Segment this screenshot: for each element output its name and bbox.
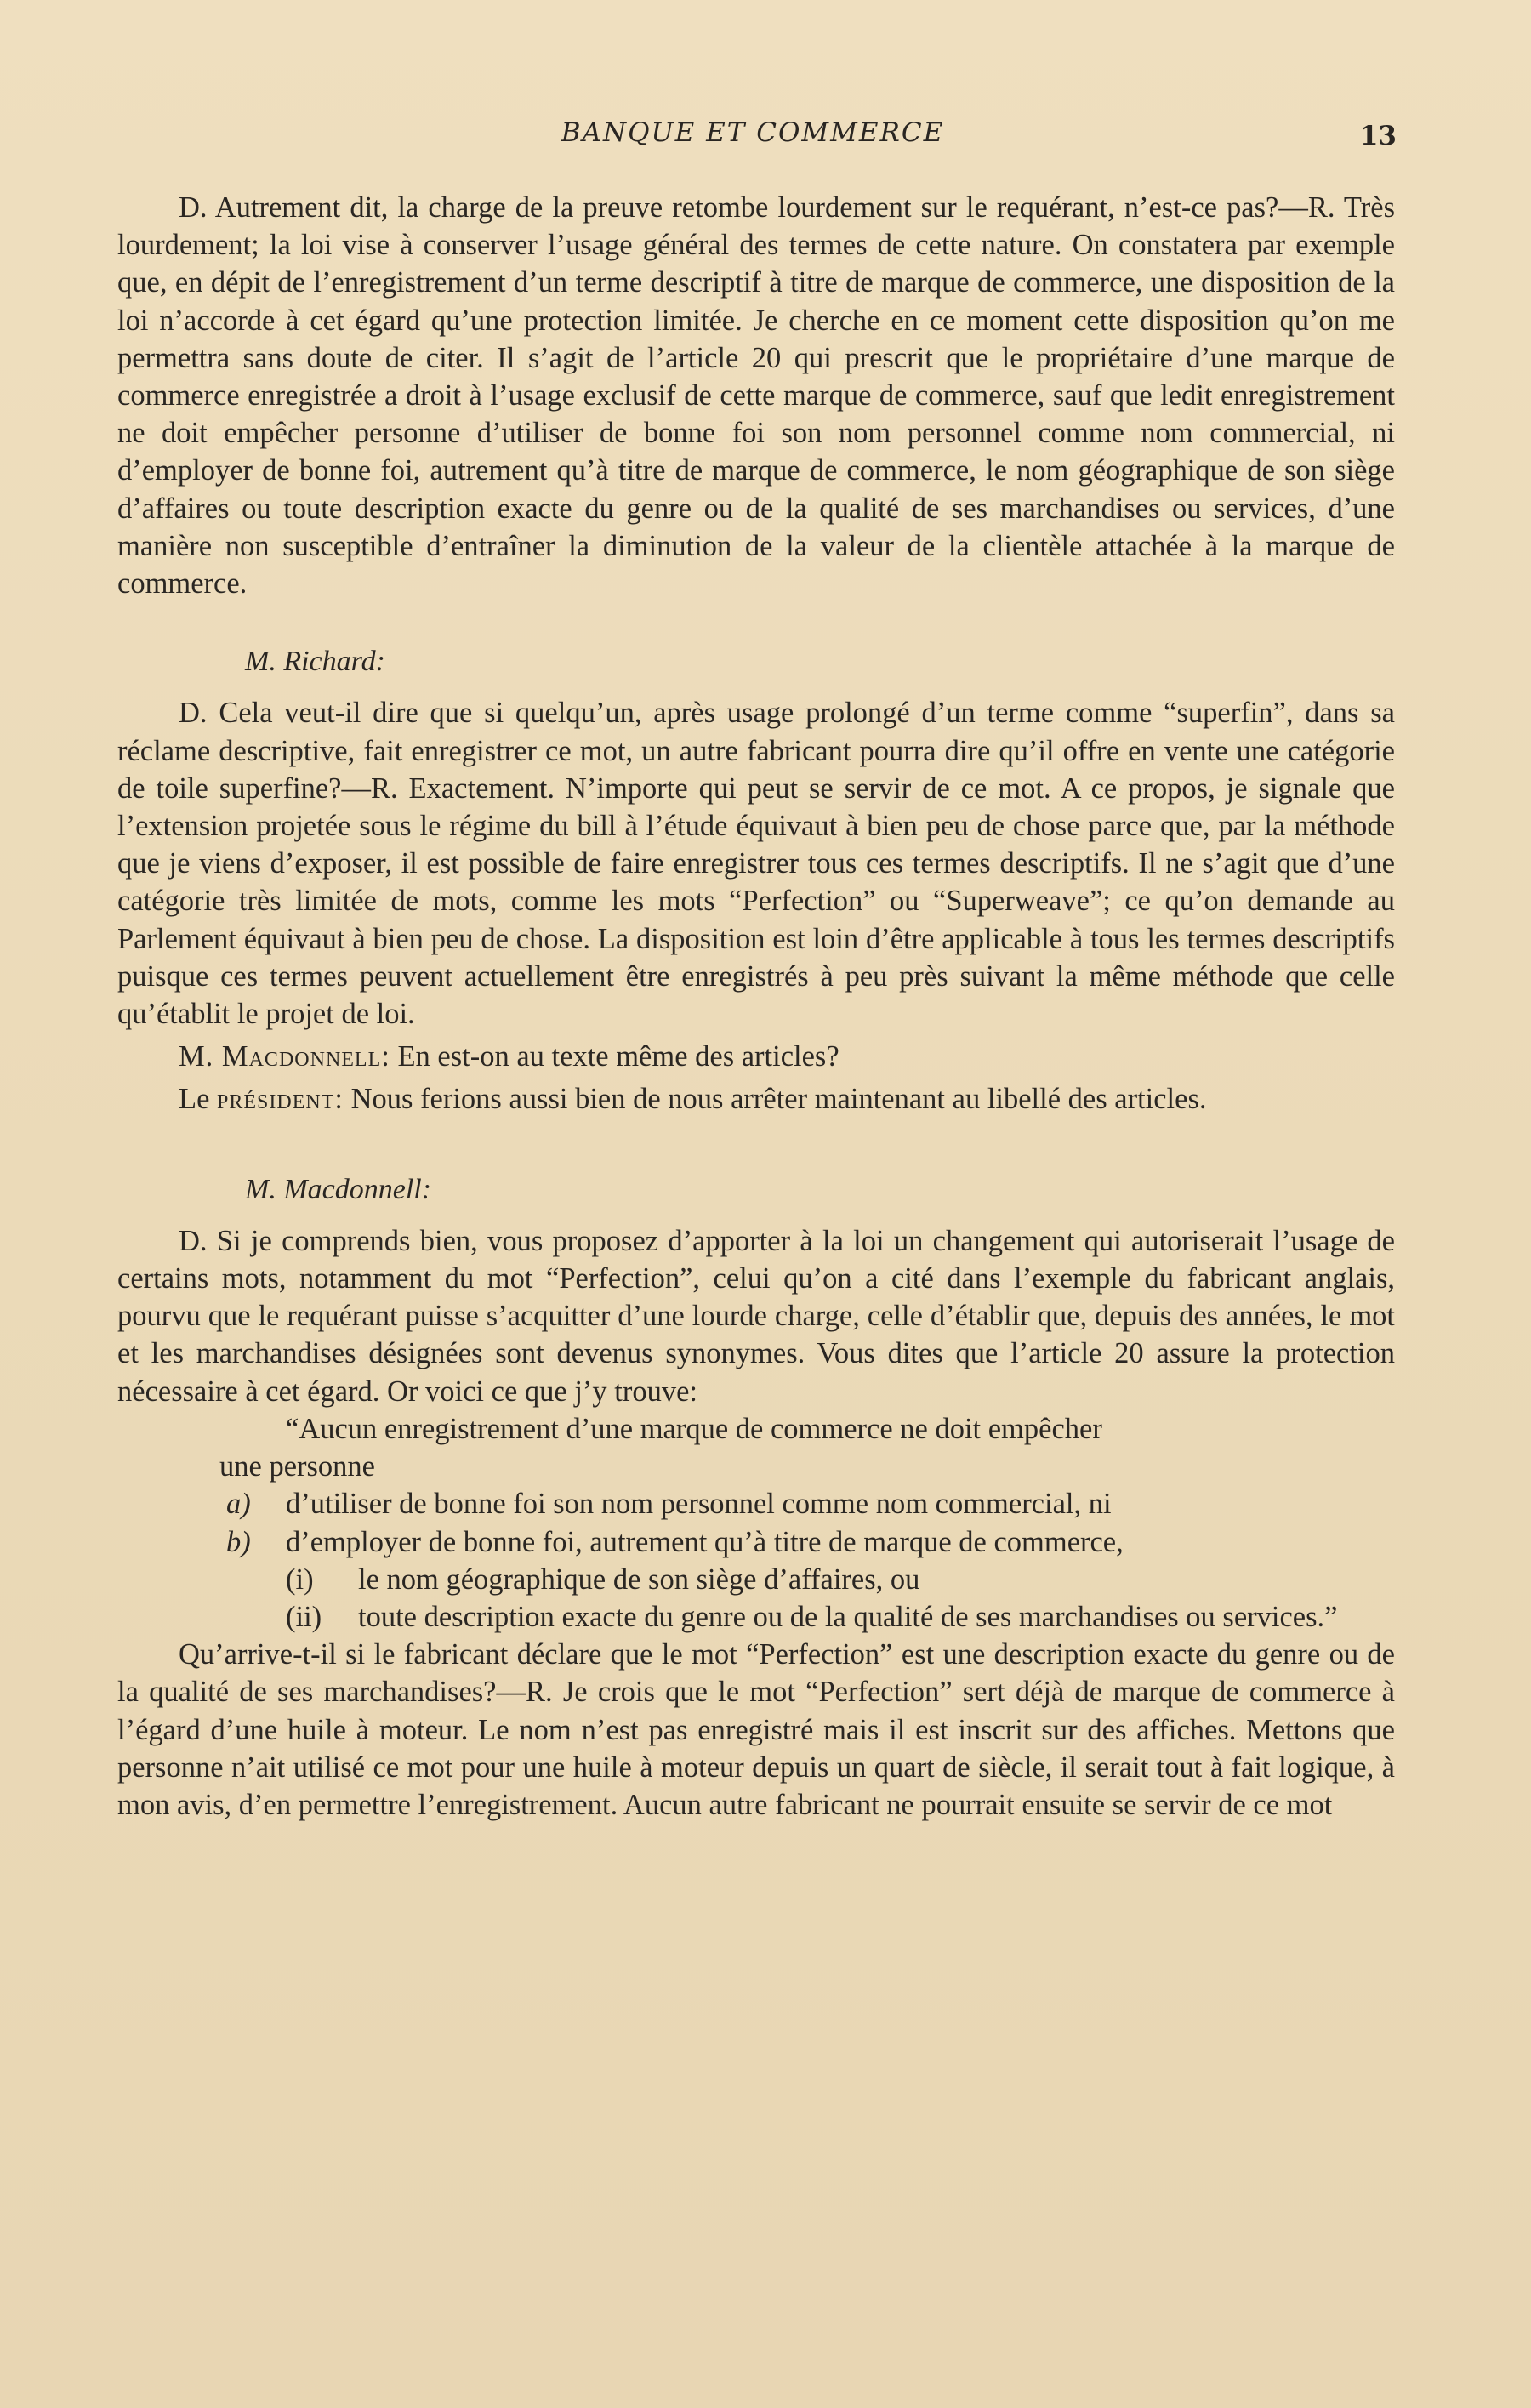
statute-quote bbox=[117, 1410, 1395, 1636]
quote-opening: “Aucun enregistrement d’une marque de commerce ne doit empêcher bbox=[286, 1412, 1102, 1445]
quote-subitem-text: le nom géographique de son siège d’affaires, ou bbox=[358, 1563, 920, 1596]
running-title: BANQUE ET COMMERCE bbox=[561, 117, 945, 148]
quote-subitem-marker: (i) bbox=[286, 1563, 314, 1596]
quote-item-marker: b) bbox=[226, 1525, 251, 1558]
page-number: 13 bbox=[1359, 121, 1397, 151]
quote-item-marker: a) bbox=[226, 1488, 251, 1521]
speaker-prefix: Le bbox=[179, 1083, 218, 1116]
page-body bbox=[117, 189, 1395, 1824]
quote-subitem bbox=[117, 1598, 1395, 1636]
quote-subitem bbox=[117, 1561, 1395, 1598]
quote-item bbox=[117, 1523, 1395, 1561]
speaker-name: M. Macdonnell: bbox=[179, 1040, 390, 1073]
quote-item-text: d’utiliser de bonne foi son nom personnel comme nom commercial, ni bbox=[286, 1488, 1112, 1521]
richard-paragraph: D. Cela veut-il dire que si quelqu’un, après usage prolongé d’un terme comme “superfin”, dans sa réclame descriptive, fait enregistrer ce mot, un autre fabricant pourra dire qu’il offre en vente une catégorie de toile superfine?—R. Exactement. N’importe qui peut se servir de ce mot. A ce propos, je signale que l’extension projetée sous le régime du bill à l’étude équivaut à bien peu de chose parce que, par la méthode que je viens d’exposer, il est possible de faire enregistrer tous ces termes descriptifs. Il ne s’agit que d’une catégorie très limitée de mots, comme les mots “Perfection” ou “Superweave”; ce qu’on demande au Parlement équivaut à bien peu de chose. La disposition est loin d’être applicable à tous les termes descriptifs puisque ces termes peuvent actuellement être enregistrés à peu près suivant la même méthode que celle qu’établit le projet de loi. bbox=[117, 697, 1395, 1031]
page-header bbox=[119, 117, 1397, 151]
exchange-text: En est-on au texte même des articles? bbox=[390, 1040, 839, 1073]
speaker-heading-richard: M. Richard: bbox=[245, 646, 385, 678]
quote-subitem-text: toute description exacte du genre ou de la qualité de ses marchandises ou services.” bbox=[358, 1600, 1338, 1633]
quote-opening-cont: une personne bbox=[219, 1450, 375, 1483]
intro-paragraph: D. Autrement dit, la charge de la preuve retombe lourdement sur le requérant, n’est-ce pas?—R. Très lourdement; la loi vise à conserver l’usage général des termes de cette nature. On constatera par exemple que, en dépit de l’enregistrement d’un terme descriptif à titre de marque de commerce, une disposition de la loi n’accorde à cet égard qu’une protection limitée. Je cherche en ce moment cette disposition qu’on me permettra sans doute de citer. Il s’agit de l’article 20 qui prescrit que le propriétaire d’une marque de commerce enregistrée a droit à l’usage exclusif de cette marque de commerce, sauf que ledit enregistrement ne doit empêcher personne d’utiliser de bonne foi son nom personnel comme nom commercial, ni d’employer de bonne foi, autrement qu’à titre de marque de commerce, le nom géographique de son siège d’affaires ou toute description exacte du genre ou de la qualité de ses marchandises ou services, d’une manière non susceptible d’entraîner la diminution de la valeur de la clientèle attachée à la marque de commerce. bbox=[117, 191, 1395, 601]
speaker-name: président: bbox=[217, 1083, 344, 1116]
macdonnell-question bbox=[117, 1038, 1395, 1075]
quote-item bbox=[117, 1485, 1395, 1523]
speaker-heading-macdonnell: M. Macdonnell: bbox=[245, 1173, 432, 1205]
quote-item-text: d’employer de bonne foi, autrement qu’à titre de marque de commerce, bbox=[286, 1525, 1124, 1558]
president-reply bbox=[117, 1080, 1395, 1118]
macdonnell-paragraph: D. Si je comprends bien, vous proposez d’apporter à la loi un changement qui autoriserait l’usage de certains mots, notamment du mot “Perfection”, celui qu’on a cité dans l’exemple du fabricant anglais, pourvu que le requérant puisse s’acquitter d’une lourde charge, celle d’établir que, depuis des années, le mot et les marchandises désignées sont devenus synonymes. Vous dites que l’article 20 assure la protection nécessaire à cet égard. Or voici ce que j’y trouve: bbox=[117, 1224, 1395, 1408]
exchange-text: Nous ferions aussi bien de nous arrêter maintenant au libellé des articles. bbox=[343, 1083, 1207, 1116]
quote-subitem-marker: (ii) bbox=[286, 1600, 322, 1633]
closing-paragraph: Qu’arrive-t-il si le fabricant déclare que le mot “Perfection” est une description exacte du genre ou de la qualité de ses marchandises?—R. Je crois que le mot “Perfection” sert déjà de marque de commerce à l’égard d’une huile à moteur. Le nom n’est pas enregistré mais il est inscrit sur des affiches. Mettons que personne n’ait utilisé ce mot pour une huile à moteur depuis un quart de siècle, il serait tout à fait logique, à mon avis, d’en permettre l’enregistrement. Aucun autre fabricant ne pourrait ensuite se servir de ce mot bbox=[117, 1638, 1395, 1821]
